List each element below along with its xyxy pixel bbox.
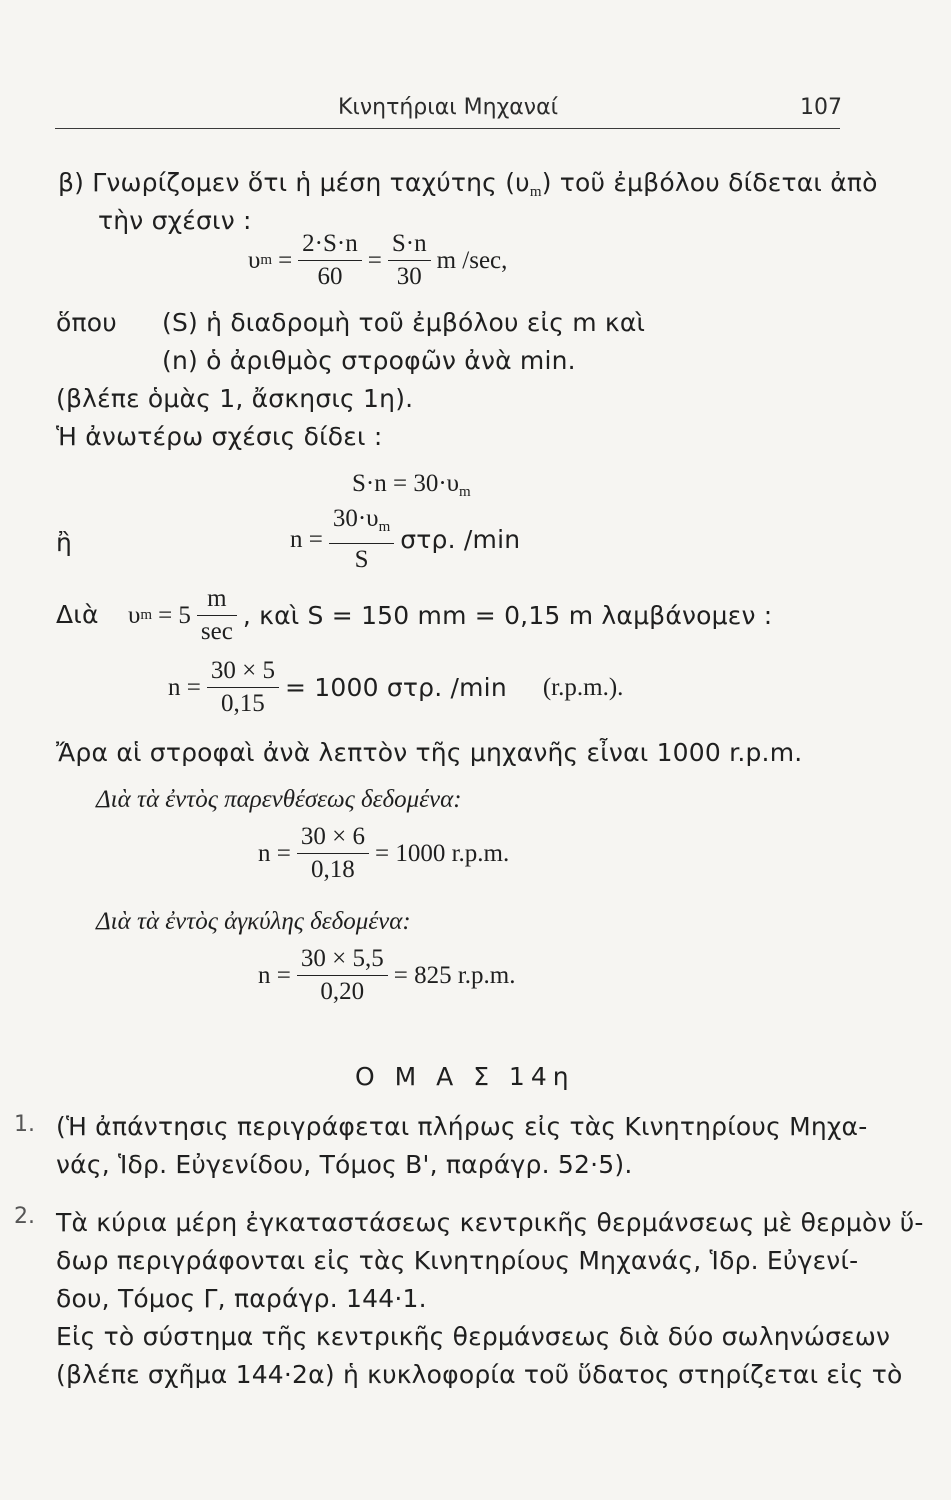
definition-stroke: (S) ἡ διαδρομὴ τοῦ ἐμβόλου εἰς m καὶ	[162, 308, 646, 337]
item1-line1: (Ἡ ἀπάντησις περιγράφεται πλήρως εἰς τὰς Κινητηρίους Μηχα-	[56, 1112, 868, 1141]
dia-label: Διὰ	[56, 600, 99, 629]
reference-group1: (βλέπε ὁμὰς 1, ἄσκησις 1η).	[56, 384, 414, 413]
group-heading: Ο Μ Α Σ 14η	[355, 1062, 575, 1091]
item2-line5: (βλέπε σχῆμα 144·2α) ἡ κυκλοφορία τοῦ ὕδατος στηρίζεται εἰς τὸ	[56, 1360, 903, 1389]
running-title: Κινητήριαι Μηχαναί	[338, 95, 559, 120]
header-rule	[55, 128, 840, 129]
item1-number: 1.	[14, 1112, 35, 1137]
page-number: 107	[800, 95, 842, 120]
equation-n-formula: n = $\frac{30\cdot\upsilon_m}{S}$ στρ. /min	[290, 505, 521, 573]
equation-given-values: υ m = 5 $\frac{m}{\sec}$ , καὶ S = 150 mm = 0,15 m λαμβάνομεν :	[128, 585, 773, 645]
item2-line3: δου, Τόμος Γ, παράγρ. 144·1.	[56, 1284, 427, 1313]
paragraph-b-line1: β) Γνωρίζομεν ὅτι ἡ μέση ταχύτης $(\upsilon_m)$ τοῦ ἐμβόλου δίδεται ἀπὸ	[58, 168, 878, 200]
paragraph-b-line2: τὴν σχέσιν :	[98, 206, 252, 235]
item2-line1: Τὰ κύρια μέρη ἐγκαταστάσεως κεντρικῆς θερμάνσεως μὲ θερμὸν ὕ-	[56, 1208, 924, 1237]
case-brackets: Διὰ τὰ ἐντὸς ἀγκύλης δεδομένα:	[96, 908, 411, 935]
equation-sn: $S\cdot n = 30\cdot\upsilon_m$	[352, 470, 471, 500]
item2-line2: δωρ περιγράφονται εἰς τὰς Κινητηρίους Μηχανάς, Ἱδρ. Εὐγενί-	[56, 1246, 859, 1275]
item2-line4: Εἰς τὸ σύστημα τῆς κεντρικῆς θερμάνσεως διὰ δύο σωληνώσεων	[56, 1322, 891, 1351]
item2-number: 2.	[14, 1204, 35, 1229]
equation-case1: n = $\frac{30 \times 6}{0,18}$ = 1000 r.p.m.	[258, 823, 510, 883]
opou-label: ὅπου	[56, 308, 117, 337]
definition-rpm: (n) ὁ ἀριθμὸς στροφῶν ἀνὰ min.	[162, 346, 576, 375]
conclusion-line: Ἄρα αἱ στροφαὶ ἀνὰ λεπτὸν τῆς μηχανῆς εἶναι 1000 r.p.m.	[56, 738, 803, 767]
equation-result-1000: n = $\frac{30 \times 5}{0,15}$ = 1000 στρ. /min (r.p.m.).	[168, 657, 624, 717]
case-parentheses: Διὰ τὰ ἐντὸς παρενθέσεως δεδομένα:	[96, 786, 462, 813]
equation-case2: n = $\frac{30 \times 5,5}{0,20}$ = 825 r.p.m.	[258, 945, 516, 1005]
equation-mean-speed: υ m = $\frac{2\cdot S\cdot n}{60}$ = $\frac{S\cdot n}{30}$ m /sec,	[248, 230, 508, 290]
item1-line2: νάς, Ἱδρ. Εὐγενίδου, Τόμος Β', παράγρ. 52·5).	[56, 1150, 633, 1179]
relation-gives: Ἡ ἀνωτέρω σχέσις δίδει :	[56, 422, 383, 451]
or-word: ἢ	[56, 528, 73, 557]
